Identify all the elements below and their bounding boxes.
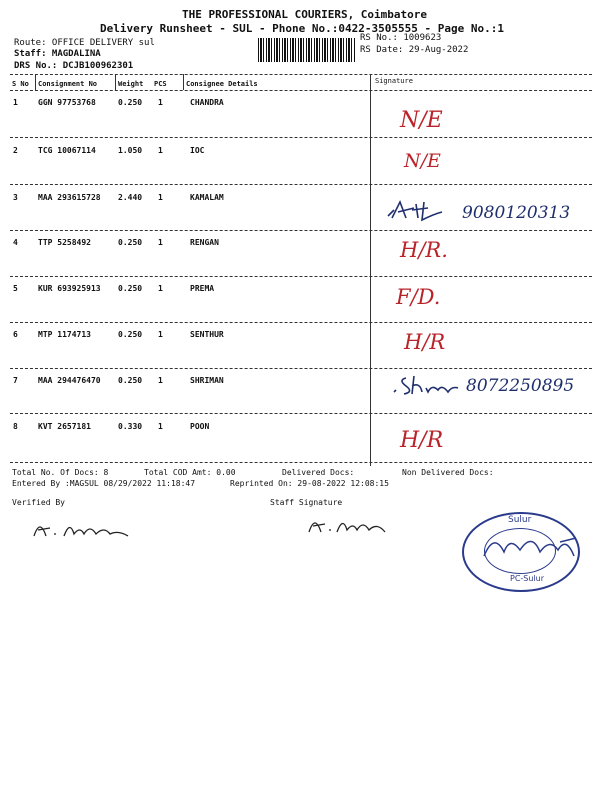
row-consignee: PREMA	[190, 284, 215, 293]
stamp-top-text: Sulur	[508, 515, 532, 525]
table-header-rule	[10, 90, 592, 91]
route-label: Route: OFFICE DELIVERY sul	[14, 38, 155, 48]
row-signature: F/D.	[396, 285, 441, 309]
row-signature-scribble	[384, 196, 460, 226]
row-consignment: MAA 293615728	[38, 193, 101, 202]
row-rule	[10, 322, 592, 323]
entered-by: Entered By :MAGSUL 08/29/2022 11:18:47	[12, 479, 196, 488]
office-stamp	[462, 512, 580, 592]
row-consignment: MAA 294476470	[38, 376, 101, 385]
row-pcs: 1	[158, 284, 163, 293]
row-consignee: RENGAN	[190, 238, 219, 247]
col-divider-2	[115, 74, 116, 90]
col-header-consignment: Consignment No	[38, 80, 98, 88]
signature-column-divider	[370, 74, 371, 466]
row-signature: N/E	[404, 150, 441, 172]
staff-signature-label: Staff Signature	[270, 498, 343, 507]
row-rule	[10, 413, 592, 414]
row-weight: 1.050	[118, 146, 143, 155]
row-consignment: TCG 10067114	[38, 146, 96, 155]
verified-by-signature	[30, 514, 140, 542]
row-signature: H/R	[404, 330, 446, 354]
row-consignment: MTP 1174713	[38, 330, 91, 339]
row-sno: 8	[13, 422, 18, 431]
row-consignee: SENTHUR	[190, 330, 224, 339]
row-signature: H/R	[400, 428, 444, 453]
col-header-pcs: PCS	[154, 80, 167, 88]
row-signature-scribble	[392, 370, 462, 400]
row-pcs: 1	[158, 98, 163, 107]
reprinted-on: Reprinted On: 29-08-2022 12:08:15	[230, 479, 389, 488]
col-header-sno: S No	[12, 80, 29, 88]
col-header-signature: Signature	[375, 77, 413, 85]
row-pcs: 1	[158, 146, 163, 155]
row-weight: 0.250	[118, 376, 143, 385]
row-sno: 7	[13, 376, 18, 385]
col-header-consignee: Consignee Details	[186, 80, 258, 88]
barcode	[258, 38, 356, 62]
row-consignee: IOC	[190, 146, 205, 155]
delivered-docs: Delivered Docs:	[282, 468, 355, 477]
col-divider-1	[35, 74, 36, 90]
row-consignee: SHRIMAN	[190, 376, 224, 385]
row-consignment: TTP 5258492	[38, 238, 91, 247]
row-pcs: 1	[158, 238, 163, 247]
total-cod: Total COD Amt: 0.00	[144, 468, 236, 477]
rs-date: RS Date: 29-Aug-2022	[360, 45, 469, 55]
row-rule	[10, 184, 592, 185]
rs-number: RS No.: 1009623	[360, 33, 442, 43]
row-consignment: KUR 693925913	[38, 284, 101, 293]
row-rule	[10, 230, 592, 231]
row-signature: N/E	[400, 108, 443, 133]
row-weight: 2.440	[118, 193, 143, 202]
row-signature: 9080120313	[462, 203, 571, 223]
row-sno: 2	[13, 146, 18, 155]
row-consignee: CHANDRA	[190, 98, 224, 107]
row-pcs: 1	[158, 422, 163, 431]
verified-by-label: Verified By	[12, 498, 65, 507]
row-pcs: 1	[158, 193, 163, 202]
row-consignment: KVT 2657181	[38, 422, 91, 431]
row-signature: 8072250895	[466, 376, 575, 396]
row-consignee: KAMALAM	[190, 193, 224, 202]
row-pcs: 1	[158, 376, 163, 385]
row-rule	[10, 276, 592, 277]
staff-signature	[305, 510, 395, 538]
row-sno: 3	[13, 193, 18, 202]
staff-label: Staff: MAGDALINA	[14, 49, 101, 59]
row-sno: 4	[13, 238, 18, 247]
table-bottom-rule	[10, 462, 592, 463]
row-weight: 0.250	[118, 238, 143, 247]
non-delivered-docs: Non Delivered Docs:	[402, 468, 494, 477]
row-rule	[10, 368, 592, 369]
row-consignee: POON	[190, 422, 210, 431]
table-top-rule	[10, 74, 592, 75]
row-sno: 5	[13, 284, 18, 293]
row-weight: 0.250	[118, 284, 143, 293]
row-pcs: 1	[158, 330, 163, 339]
row-weight: 0.250	[118, 98, 143, 107]
row-sno: 6	[13, 330, 18, 339]
col-header-weight: Weight	[118, 80, 144, 88]
row-weight: 0.330	[118, 422, 143, 431]
drs-label: DRS No.: DCJB100962301	[14, 61, 134, 71]
row-weight: 0.250	[118, 330, 143, 339]
row-rule	[10, 137, 592, 138]
runsheet-title: Delivery Runsheet - SUL - Phone No.:0422-3505555 - Page No.:1	[100, 22, 504, 35]
stamp-signature	[480, 526, 590, 574]
col-divider-3	[183, 74, 184, 90]
row-sno: 1	[13, 98, 18, 107]
row-signature: H/R.	[400, 238, 448, 262]
total-docs: Total No. Of Docs: 8	[12, 468, 109, 477]
company-title: THE PROFESSIONAL COURIERS, Coimbatore	[182, 8, 428, 21]
row-consignment: GGN 97753768	[38, 98, 96, 107]
stamp-bottom-text: PC-Sulur	[510, 574, 545, 583]
